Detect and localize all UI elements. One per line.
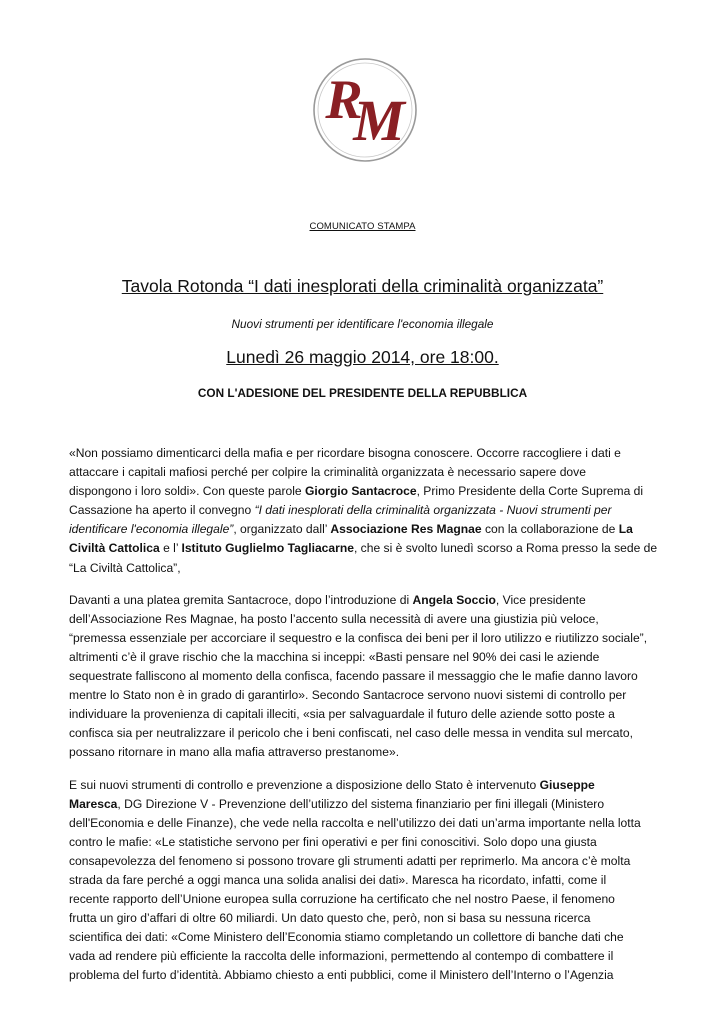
- text-run: contro le mafie: «Le statistiche servono per fini operativi e per fini conoscitivi. Solo dopo una giusta: [69, 834, 597, 849]
- text-run: recente rapporto dell’Unione europea sulla corruzione ha certificato che nel nostro Paese, il fenomeno: [69, 892, 615, 907]
- event-date: Lunedì 26 maggio 2014, ore 18:00.: [226, 347, 499, 367]
- text-run: consapevolezza del fenomeno si possono trovare gli strumenti adatti per reprimerlo. Ma ancora c’è molta: [69, 853, 631, 868]
- text-run: , Primo Presidente della Corte Suprema di: [416, 484, 644, 499]
- text-run: individuare la provenienza di capitali illeciti, «sia per salvaguardale il futuro delle aziende sotto poste a: [69, 707, 615, 722]
- text-run: , che si è svolto lunedì scorso a Roma presso la sede de: [353, 541, 658, 556]
- text-run: “premessa essenziale per accorciare il sequestro e la confisca dei beni per il loro utilizzo e riutilizzo sociale”,: [69, 630, 648, 645]
- bold-text: Civiltà Cattolica: [69, 541, 160, 556]
- adhesion-note: CON L'ADESIONE DEL PRESIDENTE DELLA REPUBBLICA: [197, 386, 528, 400]
- text-run: Davanti a una platea gremita Santacroce, dopo l’introduzione di: [69, 592, 413, 607]
- text-run: scientifica dei dati: «Come Ministero dell’Economia stiamo completando un collettore di banche dati che: [69, 930, 624, 945]
- text-run: dispongono i loro soldi». Con queste parole: [69, 484, 305, 499]
- bold-text: Associazione Res Magnae: [330, 522, 482, 537]
- text-run: “La Civiltà Cattolica”,: [69, 560, 181, 575]
- text-run: possano ritornare in mano alla mafia attraverso prestanome».: [69, 745, 400, 760]
- text-run: sequestrate falliscono al momento della confisca, facendo passare il messaggio che le mafie danno lavoro: [69, 669, 638, 684]
- text-run: problema del furto d’identità. Abbiamo chiesto a enti pubblici, come il Ministero dell’Interno o l’Agenzia: [69, 968, 614, 983]
- text-run: altrimenti c’è il grave rischio che la macchina si inceppi: «Basti pensare nel 90% dei casi le aziende: [69, 649, 600, 664]
- italic-text: identificare l'economia illegale”: [69, 522, 234, 537]
- text-run: frutta un giro d’affari di oltre 60 miliardi. Un dato questo che, però, non si basa su nessuna ricerca: [69, 911, 591, 926]
- text-run: con la collaborazione de: [481, 522, 619, 537]
- text-run: , Vice presidente: [495, 592, 586, 607]
- text-run: , organizzato dall’: [233, 522, 331, 537]
- bold-text: Angela Soccio: [412, 592, 496, 607]
- paragraph: [69, 444, 665, 578]
- text-run: vada ad rendere più efficiente la raccolta delle informazioni, permettendo al contempo di combattere il: [69, 949, 614, 964]
- bold-text: Giorgio Santacroce: [305, 484, 417, 499]
- text-run: e l’: [159, 541, 182, 556]
- text-run: E sui nuovi strumenti di controllo e prevenzione a disposizione dello Stato è intervenuto: [69, 777, 540, 792]
- bold-text: Giuseppe: [539, 777, 595, 792]
- text-run: attaccare i capitali mafiosi perché per colpire la criminalità organizzata è necessario sapere dove: [69, 465, 586, 480]
- article-body: [69, 444, 665, 999]
- text-run: confisca sia per neutralizzare il pericolo che i beni confiscati, nel caso delle messa in vendita sul mercato,: [69, 726, 633, 741]
- document-title: Tavola Rotonda “I dati inesplorati della criminalità organizzata”: [121, 276, 604, 296]
- paragraph: [69, 776, 665, 986]
- text-run: mentre lo Stato non è in grado di garantirlo». Secondo Santacroce servono nuovi sistemi di controllo per: [69, 688, 627, 703]
- svg-text:M: M: [353, 88, 405, 153]
- bold-text: La: [618, 522, 633, 537]
- text-run: Cassazione ha aperto il convegno: [69, 503, 255, 518]
- svg-text:R: R: [325, 69, 363, 131]
- text-run: strada da fare perché a oggi manca una solida analisi dei dati». Maresca ha ricordato, infatti, come il: [69, 872, 607, 887]
- bold-text: Istituto Guglielmo Tagliacarne: [181, 541, 354, 556]
- document-subtitle: Nuovi strumenti per identificare l'economia illegale: [231, 317, 494, 331]
- press-release-label: COMUNICATO STAMPA: [309, 221, 416, 232]
- text-run: , DG Direzione V - Prevenzione dell’utilizzo del sistema finanziario per fini illegali (Ministero: [117, 796, 605, 811]
- paragraph: [69, 591, 665, 763]
- res-magnae-logo: [311, 56, 419, 164]
- bold-text: Maresca: [69, 796, 118, 811]
- text-run: dell’Associazione Res Magnae, ha posto l’accento sulla necessità di avere una giustizia più veloce,: [69, 611, 599, 626]
- text-run: «Non possiamo dimenticarci della mafia e per ricordare bisogna conoscere. Occorre raccogliere i dati e: [69, 446, 621, 460]
- italic-text: “I dati inesplorati della criminalità organizzata - Nuovi strumenti per: [254, 503, 612, 518]
- text-run: dell'Economia e delle Finanze), che vede nella raccolta e nell’utilizzo dei dati un’arma importante nella lotta: [69, 815, 641, 830]
